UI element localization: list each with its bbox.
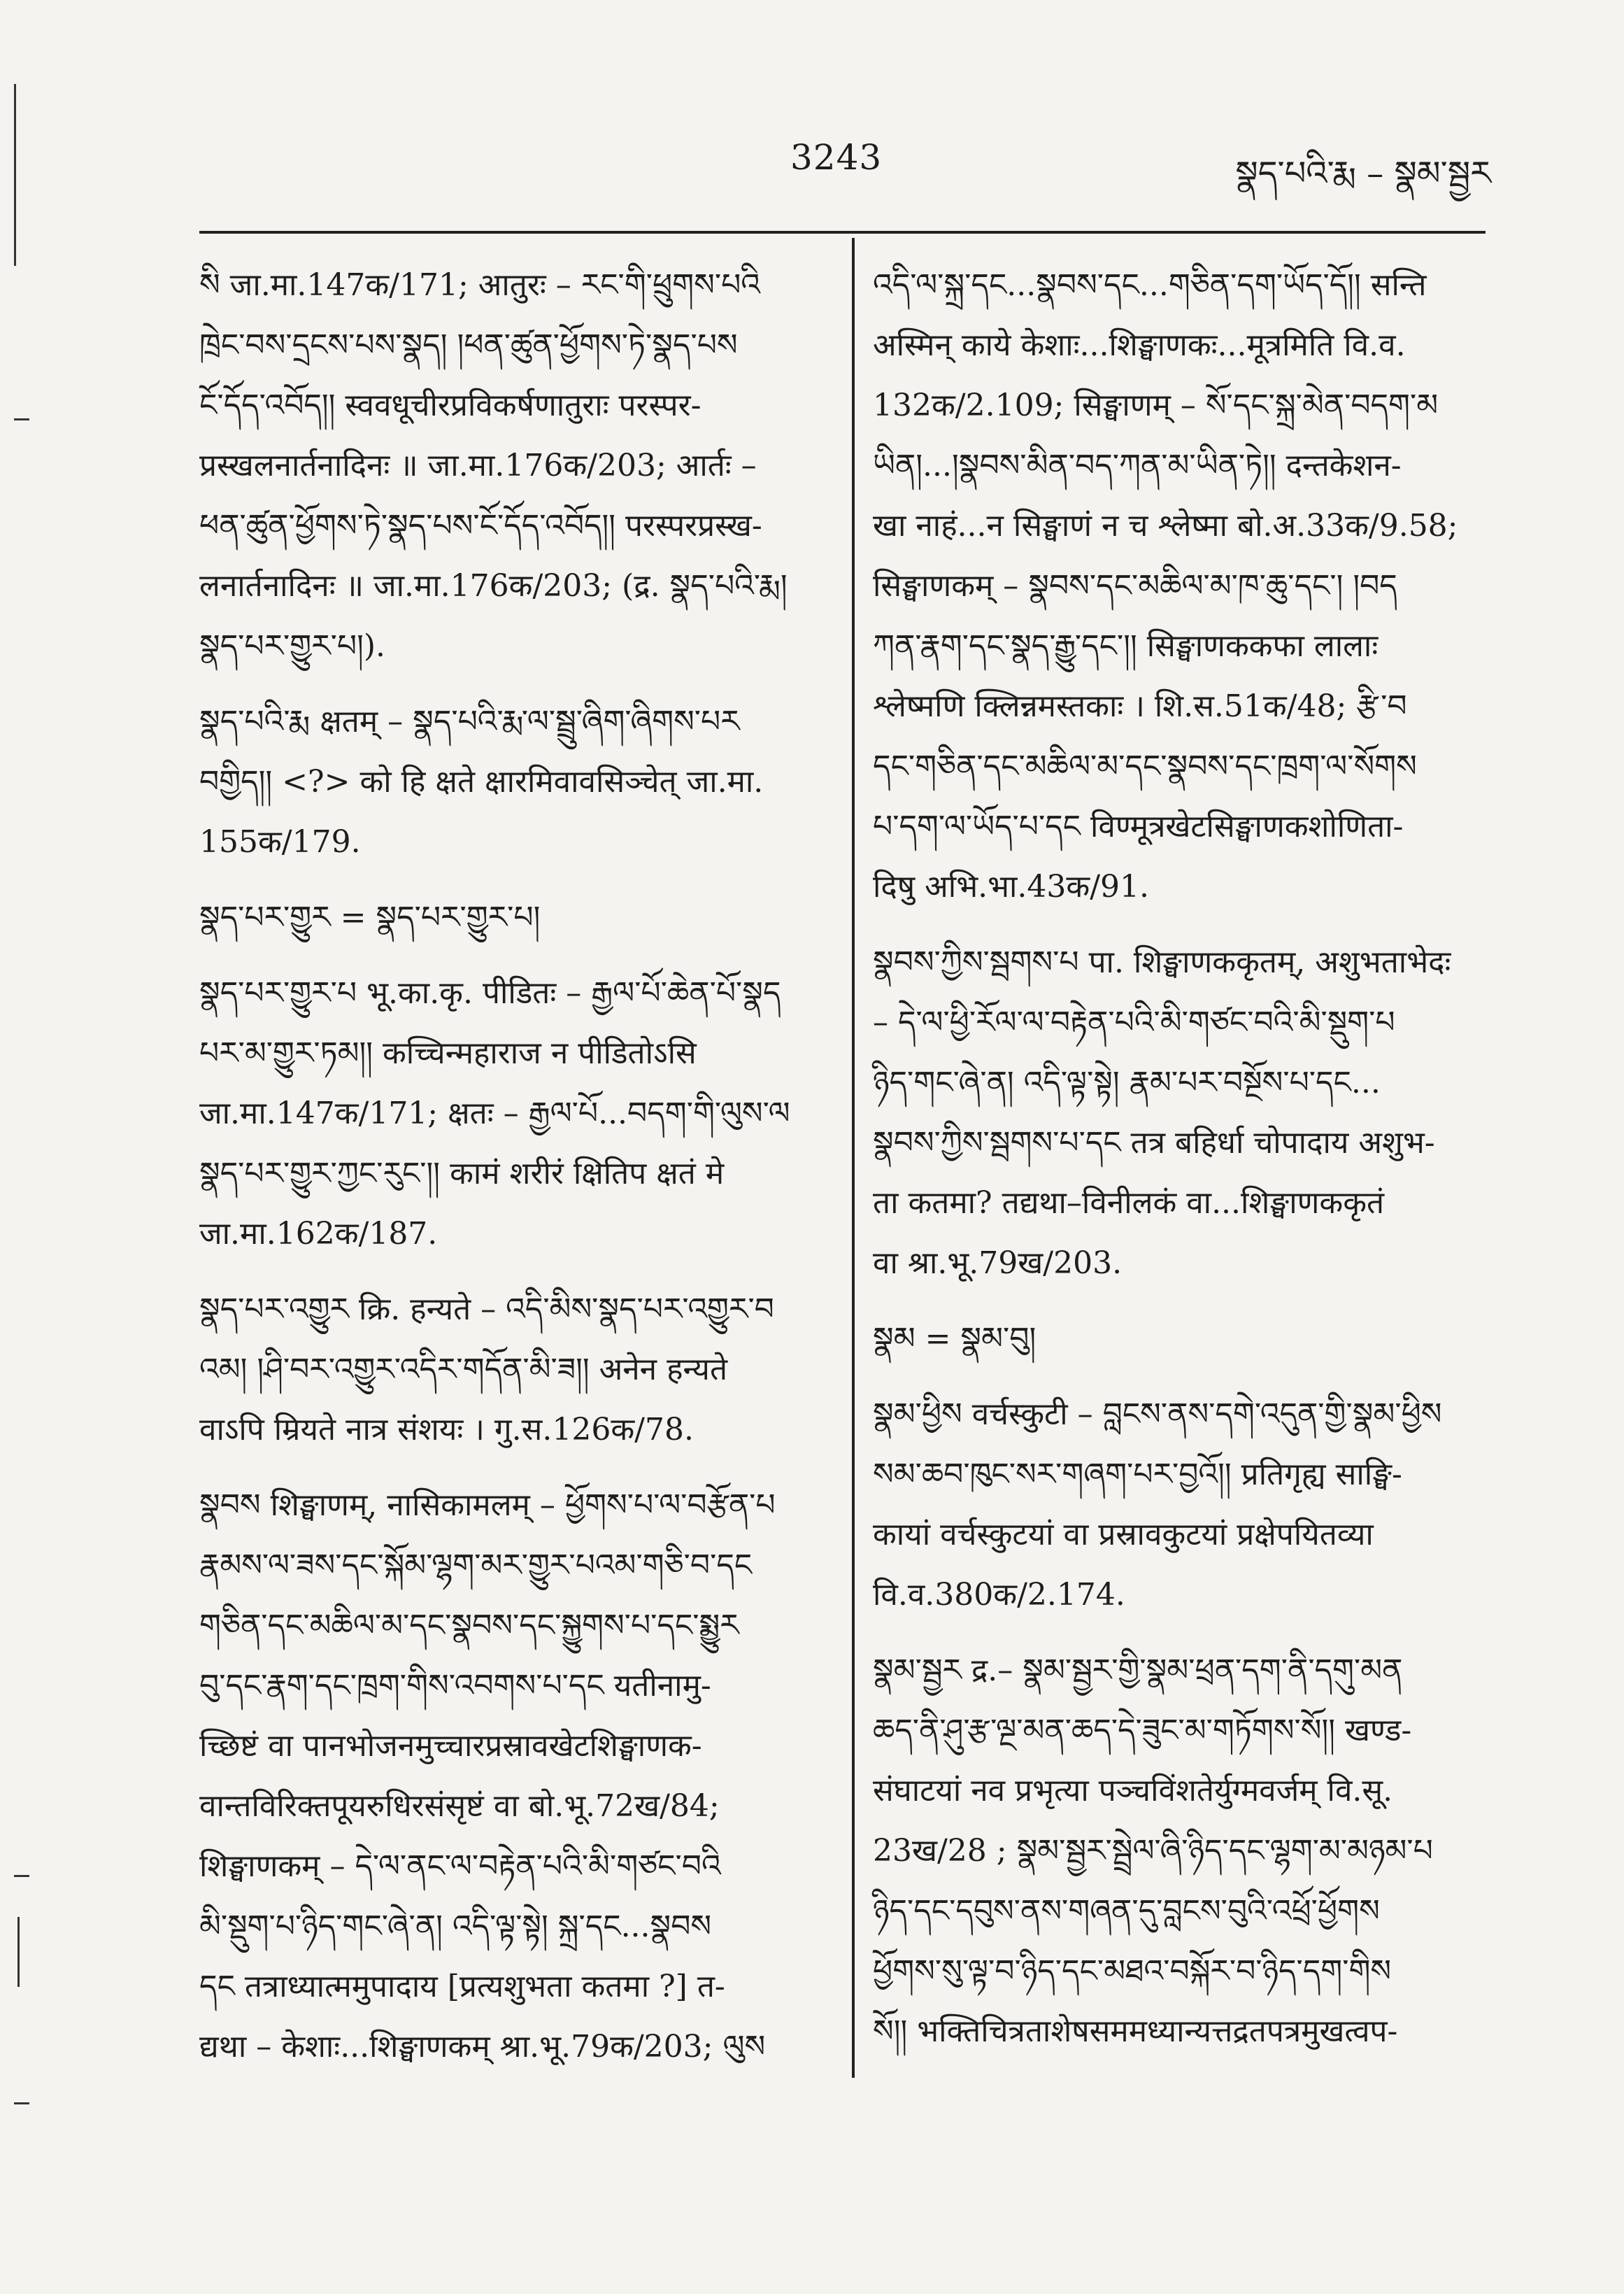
entry-line: ཆད་ནི་ཤུ་རྩ་ལྔ་མན་ཆད་དེ་ཟུང་མ་གཏོགས་སོ།། खण्ड- — [873, 1713, 1412, 1748]
entry-line: སོ།། भक्तिचित्रताशेषसममध्यान्यत्तद्रतपत्रमुखत्वप- — [873, 2013, 1398, 2049]
entry-line: वान्तविरिक्तपूयरुधिरसंसृष्टं वा बो.भू.72ख/84; — [199, 1788, 720, 1824]
entry-line: ཡིན།...།སྣབས་མིན་བད་ཀན་མ་ཡིན་ཏེ།། दन्तकेशन- — [873, 448, 1402, 483]
entry-line: सिङ्घाणकम् – སྣབས་དང་མཆིལ་མ་ཁ་ཆུ་དང་། །བད — [873, 568, 1397, 604]
entry-line: ཁྲེང་བས་དྲངས་པས་སྣད། །ཕན་ཚུན་ཕྱོགས་ཏེ་སྣད་པས — [199, 327, 738, 363]
dictionary-entry — [199, 255, 829, 677]
entry-line: སི जा.मा.147क/171; आतुरः – རང་གི་ཕྲུགས་པའི — [199, 267, 761, 303]
entry-line: श्लेष्मणि क्लिन्नमस्तकाः । शि.स.51क/48; རྩི་བ — [873, 688, 1407, 724]
entry-line: སྣམ = སྣམ་བུ། — [873, 1321, 1037, 1357]
entry-line: अस्मिन् काये केशाः...शिङ्घाणकः...मूत्रमिति वि.व. — [873, 327, 1406, 363]
binding-mark — [14, 418, 29, 420]
running-head: སྣད་པའི་རྨ – སྣམ་སྦྱར — [1235, 154, 1491, 193]
entry-line: खा नाहं...न सिङ्घाणं न च श्लेष्मा बो.अ.33क/9.58; — [873, 508, 1458, 544]
dictionary-entry — [873, 255, 1488, 917]
entry-line: ཀན་རྣག་དང་སྣད་རྒྱུ་དང་།། सिङ्घाणककफा लालाः — [873, 628, 1379, 664]
entry-line: 132क/2.109; सिङ्घाणम् – སོ་དང་སྐྲ་མེན་བདག་མ — [873, 388, 1439, 423]
right-column — [873, 255, 1488, 2077]
entry-line: दिषु अभि.भा.43क/91. — [873, 869, 1150, 905]
entry-line: शिङ्घाणकम् – དེ་ལ་ནང་ལ་བརྟེན་པའི་མི་གཙང་བའི — [199, 1848, 721, 1884]
entry-line: – དེ་ལ་ཕྱི་རོལ་ལ་བརྟེན་པའི་མི་གཙང་བའི་མི་སྡུག་པ — [873, 1005, 1395, 1040]
binding-mark — [14, 2102, 29, 2104]
dictionary-entry — [199, 888, 829, 948]
dictionary-entry — [873, 1385, 1488, 1625]
entry-line: སྣད་པར་གྱུར = སྣད་པར་གྱུར་པ། — [199, 900, 541, 935]
page-number: 3243 — [790, 137, 883, 178]
entry-line: སྣམ་སྦྱར द्र.– སྣམ་སྦྱར་གྱི་སྣམ་ཕྲན་དག་ནི་དགུ་མན — [873, 1652, 1403, 1688]
dictionary-entry — [199, 692, 829, 872]
entry-line: जा.मा.162क/187. — [199, 1216, 438, 1252]
entry-line: कायां वर्चस्कुटयां वा प्रस्रावकुटयां प्रक्षेपयितव्या — [873, 1517, 1374, 1552]
entry-line: जा.मा.147क/171; क्षतः – རྒྱལ་པོ...བདག་གི་ལུས་ལ — [199, 1096, 790, 1131]
entry-line: च्छिष्टं वा पानभोजनमुच्चारप्रस्रावखेटशिङ्घाणक- — [199, 1728, 702, 1764]
entry-line: པར་མ་གྱུར་ཏམ།། कच्चिन्महाराज न पीडितोऽसि — [199, 1035, 697, 1071]
entry-line: संघाटयां नव प्रभृत्या पञ्चविंशतेर्युग्मवर्जम् वि.सू. — [873, 1773, 1393, 1808]
entry-line: འདི་ལ་སྐྲ་དང...སྣབས་དང...གཅིན་དག་ཡོད་དོ།། सन्ति — [873, 267, 1427, 303]
dictionary-entry — [199, 1475, 829, 2077]
entry-line: སྣབས शिङ्घाणम्, नासिकामलम् – ཕྱོགས་པ་ལ་བརྩོན་པ — [199, 1487, 776, 1523]
dictionary-entry — [199, 963, 829, 1264]
column-divider — [852, 238, 855, 2078]
entry-line: རྣམས་ལ་ཟས་དང་སྐོམ་ལྷག་མར་གྱུར་པའམ་གཅི་བ་དང — [199, 1548, 753, 1583]
entry-line: ཉིད་གང་ཞེ་ན། འདི་ལྟ་སྟེ། རྣམ་པར་བསྔོས་པ་དང... — [873, 1065, 1381, 1100]
left-column — [199, 255, 829, 2093]
entry-line: ཕྱོགས་སུ་ལྟ་བ་ཉིད་དང་མཐའ་བསྐོར་བ་ཉིད་དག་གིས — [873, 1953, 1392, 1989]
dictionary-entry — [199, 1280, 829, 1460]
entry-line: प्रस्खलनार्तनादिनः ॥ जा.मा.176क/203; आर्तः – — [199, 448, 757, 483]
entry-line: སྣད་པར་གྱུར་པ།). — [199, 628, 386, 664]
binding-mark — [14, 1875, 29, 1877]
dictionary-entry — [873, 933, 1488, 1294]
entry-line: བགྱིད།། <?> को हि क्षते क्षारमिवावसिञ्चेत् जा.मा. — [199, 764, 764, 800]
entry-line: वि.व.380क/2.174. — [873, 1577, 1125, 1613]
entry-line: པ་དག་ལ་ཡོད་པ་དང विण्मूत्रखेटसिङ्घाणकशोणिता- — [873, 809, 1404, 844]
entry-line: འམ། །ཤི་བར་འགྱུར་འདིར་གདོན་མི་ཟ།། अनेन हन्यते — [199, 1352, 728, 1387]
entry-line: སྣབས་ཀྱིས་སྦགས་པ पा. शिङ्घाणककृतम्, अशुभताभेदः — [873, 944, 1451, 980]
entry-line: སམ་ཆབ་ཁུང་སར་གཞག་པར་བྱའོ།། प्रतिगृह्य साङ्घि- — [873, 1457, 1402, 1492]
entry-line: དང तत्राध्यात्ममुपादाय [प्रत्यशुभता कतमा ?] त- — [199, 1969, 725, 2004]
entry-line: लनार्तनादिनः ॥ जा.मा.176क/203; (द्र. སྣད་པའི་རྨ། — [199, 568, 788, 604]
entry-line: वाऽपि म्रियते नात्र संशयः । गु.स.126क/78. — [199, 1412, 694, 1447]
header-rule — [199, 231, 1486, 234]
entry-line: 23ख/28 ; སྣམ་སྦྱར་སྦྲེལ་ཞི་ཉིད་དང་ལྷག་མ་མཉམ་པ — [873, 1833, 1433, 1869]
entry-line: वा श्रा.भू.79ख/203. — [873, 1245, 1123, 1281]
entry-line: སྣད་པའི་རྨ क्षतम् – སྣད་པའི་རྨ་ལ་སྦྲུ་ཞིག་ཞིགས་པར — [199, 704, 740, 739]
entry-line: द्यथा – केशाः...शिङ्घाणकम् श्रा.भू.79क/203; ལུས — [199, 2029, 766, 2065]
dictionary-entry — [873, 1641, 1488, 2062]
entry-line: སྣབས་ཀྱིས་སྦགས་པ་དང तत्र बहिर्धा चोपादाय अशुभ- — [873, 1125, 1435, 1161]
dictionary-entry — [873, 1309, 1488, 1369]
entry-line: གཅིན་དང་མཆིལ་མ་དང་སྣབས་དང་སྐྱུགས་པ་དང་སྨྱུར — [199, 1608, 739, 1643]
entry-line: བུ་དང་རྣག་དང་ཁྲག་གིས་འབགས་པ་དང यतीनामु- — [199, 1668, 711, 1704]
entry-line: སྣམ་ཕྱིས वर्चस्कुटी – བླངས་ནས་དགེ་འདུན་གྱི་སྣམ་ཕྱིས — [873, 1396, 1442, 1432]
entry-line: ཕན་ཚུན་ཕྱོགས་ཏེ་སྣད་པས་ངོ་དོད་འབོད།། परस्परप्रस्ख- — [199, 508, 762, 544]
entry-line: སྣད་པར་གྱུར་ཀྱང་རུང་།། कामं शरीरं क्षितिप क्षतं मे — [199, 1156, 725, 1191]
entry-line: ངོ་དོད་འབོད།། स्ववधूचीरप्रविकर्षणातुराः परस्पर- — [199, 388, 701, 423]
entry-line: སྣད་པར་གྱུར་པ भू.का.कृ. पीडितः – རྒྱལ་པོ་ཆེན་པོ་སྣད — [199, 975, 781, 1011]
entry-line: དང་གཅིན་དང་མཆིལ་མ་དང་སྣབས་དང་ཁྲག་ལ་སོགས — [873, 749, 1417, 784]
entry-line: 155क/179. — [199, 824, 361, 860]
entry-line: ཉིད་དང་དབུས་ནས་གཞན་དུ་བླངས་བུའི་འཕྲོ་ཕྱོགས — [873, 1893, 1380, 1929]
entry-line: སྣད་པར་འགྱུར क्रि. हन्यते – འདི་མིས་སྣད་པར་འགྱུར་བ — [199, 1291, 774, 1327]
binding-mark — [17, 1917, 20, 1987]
binding-mark — [14, 84, 16, 266]
entry-line: ता कतमा? तद्यथा–विनीलकं वा...शिङ्घाणककृतं — [873, 1185, 1385, 1221]
entry-line: མི་སྡུག་པ་ཉིད་གང་ཞེ་ན། འདི་ལྟ་སྟེ། སྐྲ་དང...སྣབས — [199, 1909, 712, 1944]
